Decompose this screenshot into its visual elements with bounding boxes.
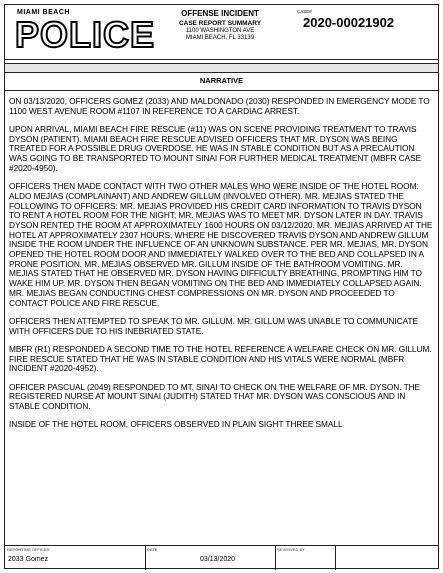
report-date-cell — [145, 546, 276, 570]
narrative-heading — [5, 72, 438, 91]
case-number-label: CASE# — [297, 9, 312, 14]
report-date-label: DATE — [147, 547, 158, 552]
report-subtitle: CASE REPORT SUMMARY — [178, 20, 262, 27]
address-line-1: 1100 WASHINGTON AVE — [185, 28, 255, 34]
reviewed-by-label: REVIEWED BY — [277, 547, 305, 552]
report-header — [5, 5, 438, 60]
case-number-box — [295, 9, 435, 35]
narrative-paragraph: OFFICER PASCUAL (2049) RESPONDED TO MT. SINAI TO CHECK ON THE WELFARE OF MR. DYSON. THE REGISTERED NURSE AT MOUNT SINAI (JUDITH) STATED THAT MR. DYSON WAS CONSCIOUS AND IN STABLE CONDITION. — [9, 381, 421, 411]
address-line-2: MIAMI BEACH, FL 33139 — [185, 35, 255, 41]
report-title: OFFENSE INCIDENT — [181, 9, 259, 18]
narrative-paragraph: MBFR (R1) RESPONDED A SECOND TIME TO THE HOTEL REFERENCE A WELFARE CHECK ON MR. GILLUM. FIRE RESCUE STATED THAT HE WAS IN STABLE CONDITION AND HIS VITALS WERE NORMAL (MBFR INCIDENT #2020-4952). — [9, 343, 432, 374]
reporting-officer-value: 2033 Gomez — [8, 556, 49, 563]
reviewed-by-cell — [275, 546, 336, 570]
narrative-paragraph: INSIDE OF THE HOTEL ROOM, OFFICERS OBSERVED IN PLAIN SIGHT THREE SMALL — [9, 419, 343, 430]
reporting-officer-cell — [5, 546, 146, 570]
report-date-value: 03/13/2020 — [200, 556, 236, 563]
narrative-body — [9, 97, 434, 439]
report-footer — [5, 545, 438, 570]
report-title-block — [155, 9, 285, 41]
logo-police-text: POLICE — [15, 14, 156, 55]
reporting-officer-label: REPORTING OFFICER — [7, 547, 50, 552]
narrative-paragraph: OFFICERS THEN MADE CONTACT WITH TWO OTHER MALES WHO WERE INSIDE OF THE HOTEL ROOM: ALDO MEJIAS (COMPLAINANT) AND ANDREW GILLUM (INVOLVED OTHER). MR. MEJIAS STATED THE FOLLOWING TO OFFICERS: MR. MEJIAS PROVIDED HIS CREDIT CARD INFORMATION TO TRAVIS DYSON TO RENT A HOTEL ROOM FOR THE NIGHT; MR. MEJIAS WAS TO MEET MR. DYSON LATER IN DAY. TRAVIS DYSON RENTED THE ROOM AT APPROXIMATELY 1600 HOURS ON 03/12/2020. MR. MEJIAS ARRIVED AT THE HOTEL AT APPROXIMATELY 2307 HOURS, WHERE HE DISCOVERED TRAVIS DYSON AND ANDREW GILLUM INSIDE THE ROOM UNDER THE INFLUENCE OF AN UNKNOWN SUBSTANCE. PER MR. MEJIAS, MR. DYSON OPENED THE HOTEL ROOM DOOR AND IMMEDIATELY WALKED OVER TO THE BED AND COLLAPSED IN A PRONE POSITION. MR. MEJIAS OBSERVED MR. GILLUM INSIDE OF THE BATHROOM VOMITING. MR. MEJIAS STATED THAT HE OBSERVED MR. DYSON HAVING DIFFICULTY BREATHING, PROMPTING HIM TO WAKE HIM UP. MR. DYSON THEN BEGAN VOMITING ON THE BED AND IMMEDIATELY COLLAPSED AGAIN. MR. MEJIAS BEGAN CONDUCTING CHEST COMPRESSIONS ON MR. DYSON AND PROCEEDED TO CONTACT POLICE AND FIRE RESCUE. — [9, 181, 433, 308]
narrative-title: NARRATIVE — [199, 76, 244, 85]
police-logo — [9, 9, 156, 55]
logo-city-text: MIAMI BEACH — [17, 9, 70, 16]
narrative-paragraph: OFFICERS THEN ATTEMPTED TO SPEAK TO MR. GILLUM. MR. GILLUM WAS UNABLE TO COMMUNICATE WITH OFFICERS DUE TO HIS INEBRIATED STATE. — [9, 315, 419, 336]
narrative-paragraph: UPON ARRIVAL, MIAMI BEACH FIRE RESCUE (#11) WAS ON SCENE PROVIDING TREATMENT TO TRAVIS DYSON (PATIENT). MIAMI BEACH FIRE RESCUE ADVISED OFFICERS THAT MR. DYSON WAS BEING TREATED FOR A POSSIBLE DRUG OVERDOSE. HE WAS IN STABLE CONDITION BUT AS A PRECAUTION WAS GOING TO BE TRANSPORTED TO MOUNT SINAI FOR FURTHER MEDICAL TREATMENT (MBFR CASE #2020-4950). — [9, 124, 422, 173]
narrative-paragraph: ON 03/13/2020, OFFICERS GOMEZ (2033) AND MALDONADO (2030) RESPONDED IN EMERGENCY MODE TO 1100 WEST AVENUE ROOM #1107 IN REFERENCE TO A CARDIAC ARREST. — [9, 96, 430, 116]
case-number: 2020-00021902 — [303, 15, 395, 30]
report-page — [4, 4, 439, 569]
